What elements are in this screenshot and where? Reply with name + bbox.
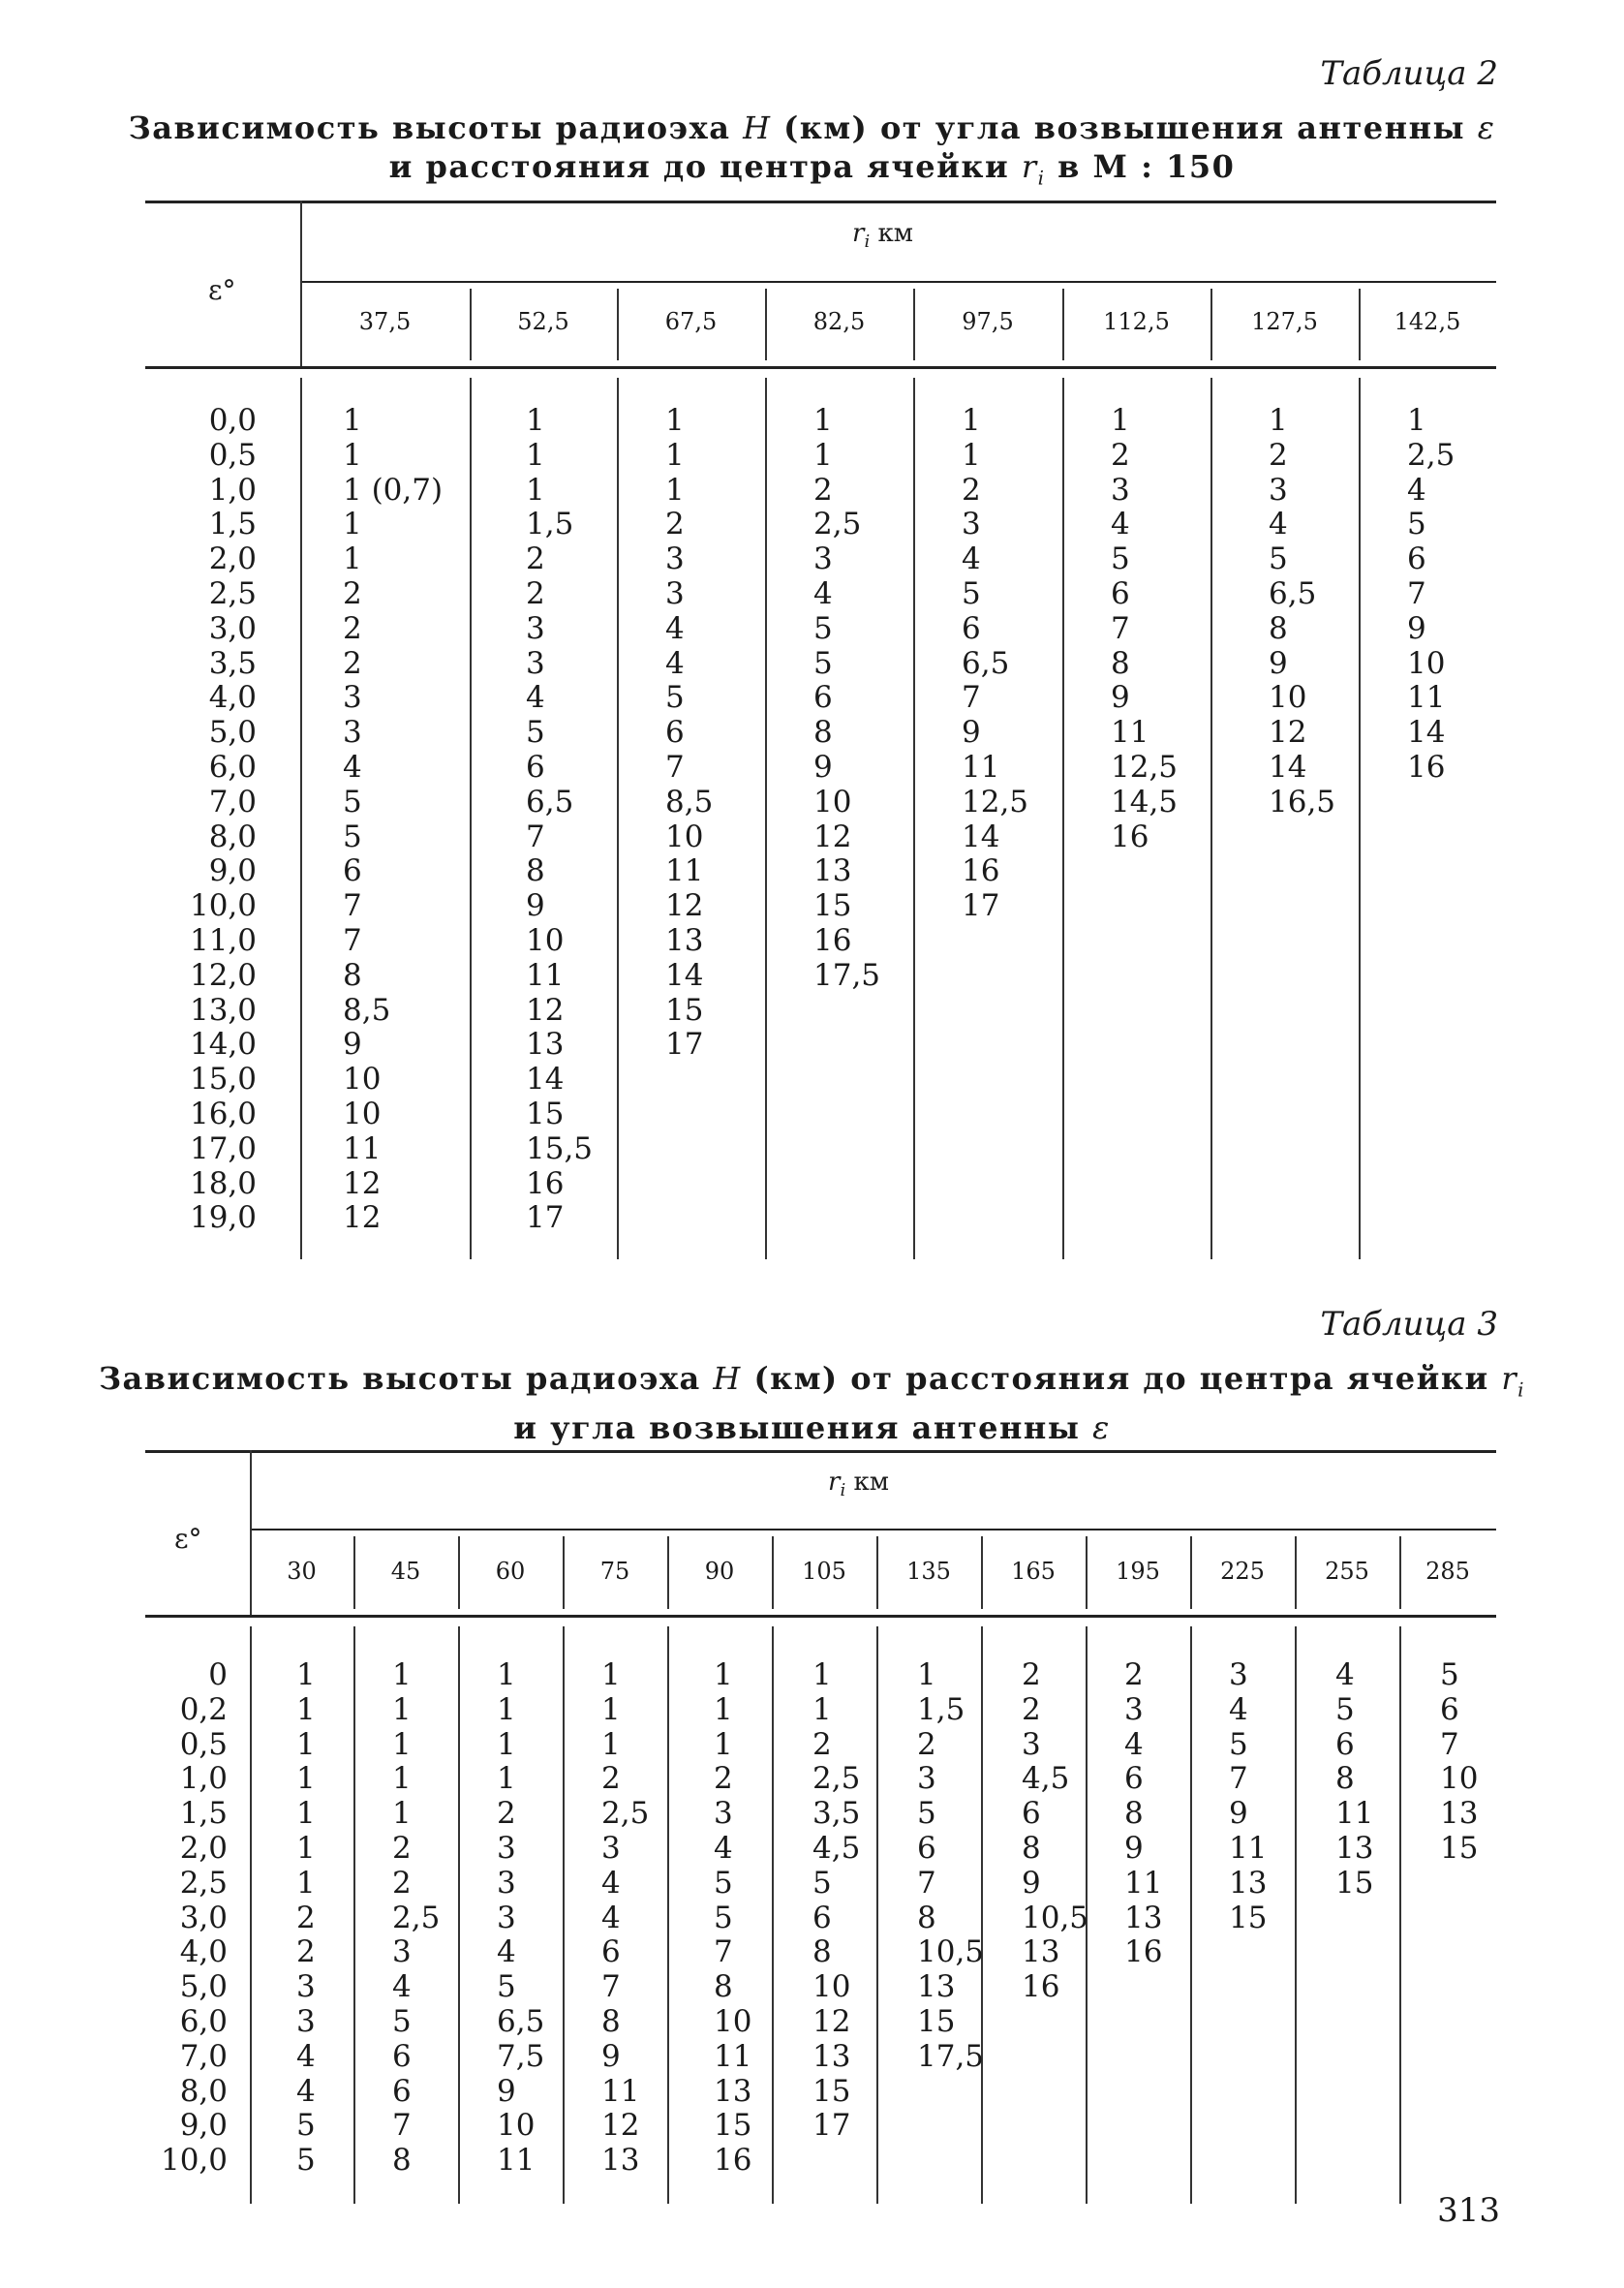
table3-ri-header bbox=[828, 1468, 889, 1500]
table3-stub-line-body bbox=[250, 1626, 252, 2204]
table3-col-header: 45 bbox=[390, 1558, 421, 1585]
table2-title-line-2: и расстояния до центра ячейки $r_i$ в М : 150 bbox=[388, 148, 1236, 190]
table3-col-sep-body bbox=[1190, 1626, 1192, 2204]
table3-col-sep-body bbox=[667, 1626, 669, 2204]
table3-stub-line-head bbox=[250, 1450, 252, 1615]
table3-title bbox=[0, 1359, 1624, 1447]
table2-ri-unit: км bbox=[870, 219, 913, 248]
table3-col-header: 30 bbox=[287, 1558, 317, 1585]
table3-ri-var: r bbox=[828, 1468, 841, 1497]
table2-values-column: 1 1 1 1,5 2 2 3 3 4 5 6 6,5 7 8 9 10 11 12 13 14 15 15,5 16 17 bbox=[526, 403, 594, 1236]
table3-col-sep-body bbox=[876, 1626, 878, 2204]
table3-values-column: 5 6 7 10 13 15 bbox=[1440, 1657, 1479, 1866]
table2-col-sep-body bbox=[617, 378, 619, 1259]
table2-values-column: 1 2 3 4 5 6 7 8 9 11 12,5 14,5 16 bbox=[1111, 403, 1179, 854]
table3-top-rule bbox=[145, 1450, 1496, 1453]
table3-col-header: 285 bbox=[1425, 1558, 1470, 1585]
table3-values-column: 1 1 1 2 2,5 3 4 4 6 7 8 9 11 12 13 bbox=[601, 1657, 650, 2179]
table3-values-column: 1 1 2 2,5 3,5 4,5 5 6 8 10 12 13 15 17 bbox=[812, 1657, 861, 2144]
table2-eps-column: 0,0 0,5 1,0 1,5 2,0 2,5 3,0 3,5 4,0 5,0 6,0 7,0 8,0 9,0 10,0 11,0 12,0 13,0 14,0 15,0 16,0 17,0 18,0 19,0 bbox=[189, 403, 257, 1236]
table3-col-sep-body bbox=[458, 1626, 460, 2204]
table3-values-column: 2 3 4 6 8 9 11 13 16 bbox=[1124, 1657, 1163, 1970]
table2-col-header: 52,5 bbox=[517, 308, 569, 335]
table3-col-header: 195 bbox=[1116, 1558, 1160, 1585]
table3-col-sep-body bbox=[563, 1626, 565, 2204]
table2-stub-line-body bbox=[300, 378, 302, 1259]
table3-col-sep-body bbox=[353, 1626, 355, 2204]
table2-col-header: 82,5 bbox=[812, 308, 866, 335]
table2-col-header: 112,5 bbox=[1103, 308, 1170, 335]
table3-title-line-2: и угла возвышения антенны ε bbox=[513, 1409, 1111, 1447]
table2-values-column: 1 1 1 (0,7) 1 1 2 2 2 3 3 4 5 5 6 7 7 8 8,5 9 10 10 11 12 12 bbox=[343, 403, 444, 1236]
table3-label: Таблица 3 bbox=[1320, 1305, 1498, 1344]
table3-values-column: 1 1 1 1 1 2 2 2,5 3 4 5 6 6 7 8 bbox=[392, 1657, 441, 2179]
table2-stub-line-head bbox=[300, 201, 302, 366]
table3-col-header: 225 bbox=[1220, 1558, 1265, 1585]
table3-values-column: 4 5 6 8 11 13 15 bbox=[1335, 1657, 1374, 1901]
page-number: 313 bbox=[1437, 2191, 1500, 2230]
table3-col-header: 105 bbox=[802, 1558, 846, 1585]
table3-eps-column: 0 0,2 0,5 1,0 1,5 2,0 2,5 3,0 4,0 5,0 6,0 7,0 8,0 9,0 10,0 bbox=[160, 1657, 228, 2179]
table2-values-column: 1 2,5 4 5 6 7 9 10 11 14 16 bbox=[1407, 403, 1455, 785]
table3-col-header: 165 bbox=[1011, 1558, 1056, 1585]
table2-values-column: 1 1 1 2 3 3 4 4 5 6 7 8,5 10 11 12 13 14 15 17 bbox=[665, 403, 714, 1063]
table3-eps-header: ε° bbox=[174, 1523, 202, 1555]
table3-col-sep-body bbox=[1399, 1626, 1401, 2204]
table2-values-column: 1 2 3 4 5 6,5 8 9 10 12 14 16,5 bbox=[1269, 403, 1336, 819]
table3-values-column: 1 1 1 2 3 4 5 5 7 8 10 11 13 15 16 bbox=[714, 1657, 752, 2179]
table3-col-header: 90 bbox=[704, 1558, 735, 1585]
table2-eps-header: ε° bbox=[208, 274, 236, 306]
table2-col-sep-body bbox=[765, 378, 767, 1259]
table2-top-rule bbox=[145, 201, 1496, 203]
table3-values-column: 1 1 1 1 1 1 1 2 2 3 3 4 4 5 5 bbox=[296, 1657, 316, 2179]
table2-col-sep-body bbox=[913, 378, 915, 1259]
table2-col-header: 142,5 bbox=[1394, 308, 1461, 335]
table2-ri-sub: i bbox=[864, 232, 871, 253]
table3-col-sep-body bbox=[772, 1626, 774, 2204]
table3-col-header: 135 bbox=[906, 1558, 951, 1585]
table2-values-column: 1 1 2 3 4 5 6 6,5 7 9 11 12,5 14 16 17 bbox=[962, 403, 1029, 924]
table2-col-header: 127,5 bbox=[1251, 308, 1318, 335]
table2-col-sep-body bbox=[470, 378, 472, 1259]
table2-title bbox=[0, 108, 1624, 197]
table2-ri-header bbox=[852, 219, 913, 252]
table2-label: Таблица 2 bbox=[1320, 54, 1498, 93]
table3-ri-sub: i bbox=[840, 1480, 846, 1501]
table3-col-header: 255 bbox=[1325, 1558, 1369, 1585]
table3-col-header: 60 bbox=[495, 1558, 526, 1585]
table2-mid-rule bbox=[300, 281, 1496, 283]
table2-col-sep-body bbox=[1210, 378, 1212, 1259]
table3-head-rule bbox=[145, 1615, 1496, 1618]
table3-values-column: 1 1 1 1 2 3 3 3 4 5 6,5 7,5 9 10 11 bbox=[497, 1657, 545, 2179]
table3-ri-unit: км bbox=[845, 1468, 889, 1497]
table2-col-header: 37,5 bbox=[358, 308, 412, 335]
table3-values-column: 2 2 3 4,5 6 8 9 10,5 13 16 bbox=[1022, 1657, 1089, 2005]
table2-col-sep-body bbox=[1359, 378, 1361, 1259]
table2-ri-var: r bbox=[852, 219, 865, 248]
table3-col-sep-body bbox=[1295, 1626, 1297, 2204]
table3-col-header: 75 bbox=[599, 1558, 630, 1585]
table3-mid-rule bbox=[250, 1529, 1496, 1530]
table2-values-column: 1 1 2 2,5 3 4 5 5 6 8 9 10 12 13 15 16 17,5 bbox=[813, 403, 881, 993]
table2-col-header: 97,5 bbox=[962, 308, 1014, 335]
table3-title-line-1: Зависимость высоты радиоэха H (км) от расстояния до центра ячейки $r_i$ bbox=[98, 1360, 1526, 1402]
table3-values-column: 1 1,5 2 3 5 6 7 8 10,5 13 15 17,5 bbox=[917, 1657, 985, 2074]
table2-title-line-1: Зависимость высоты радиоэха H (км) от угла возвышения антенны ε bbox=[128, 109, 1496, 146]
table2-col-header: 67,5 bbox=[664, 308, 718, 335]
table3-values-column: 3 4 5 7 9 11 13 15 bbox=[1229, 1657, 1268, 1935]
table2-head-rule bbox=[145, 366, 1496, 369]
table2-col-sep-body bbox=[1062, 378, 1064, 1259]
